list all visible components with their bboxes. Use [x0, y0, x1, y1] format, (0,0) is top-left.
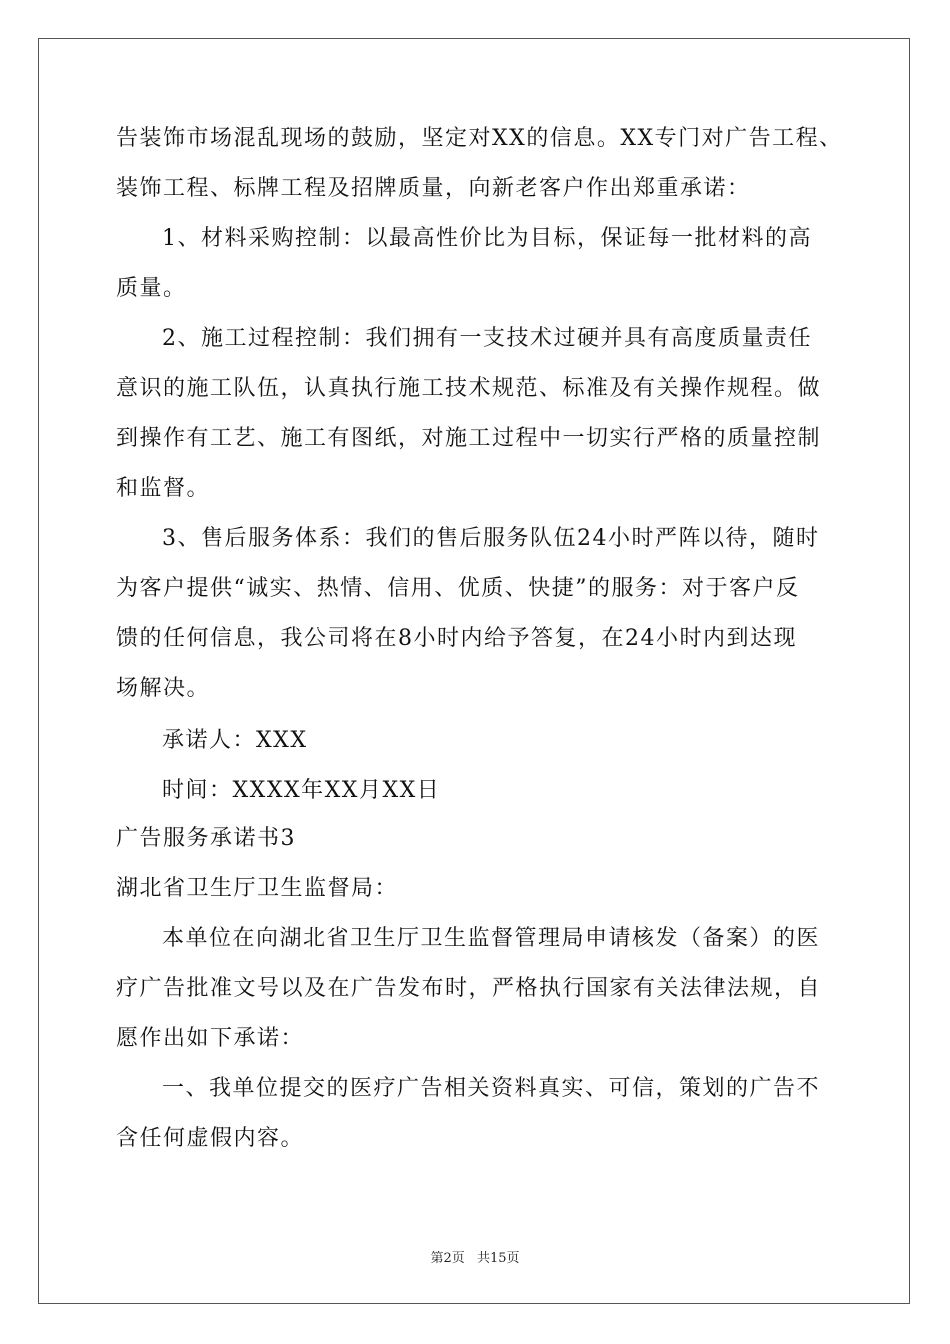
text-line: 本单位在向湖北省卫生厅卫生监督管理局申请核发（备案）的医	[162, 926, 821, 951]
text-line: 质量。	[116, 276, 187, 301]
page-total: 共15页	[476, 1251, 520, 1266]
text-line: 到操作有工艺、施工有图纸，对施工过程中一切实行严格的质量控制	[116, 426, 822, 451]
section-title: 广告服务承诺书3	[116, 826, 296, 851]
date-line: 时间：XXXX年XX月XX日	[162, 778, 441, 803]
text-line: 告装饰市场混乱现场的鼓励，坚定对XX的信息。XX专门对广告工程、	[116, 126, 843, 151]
text-line: 3、售后服务体系：我们的售后服务队伍24小时严阵以待，随时	[162, 526, 820, 551]
text-line: 含任何虚假内容。	[116, 1126, 305, 1151]
text-line: 一、我单位提交的医疗广告相关资料真实、可信，策划的广告不	[162, 1076, 821, 1101]
text-line: 疗广告批准文号以及在广告发布时，严格执行国家有关法律法规，自	[116, 976, 822, 1001]
signatory-line: 承诺人：XXX	[162, 728, 308, 753]
page-number: 第2页	[430, 1251, 465, 1266]
text-line: 场解决。	[116, 676, 211, 701]
text-line: 2、施工过程控制：我们拥有一支技术过硬并具有高度质量责任	[162, 326, 812, 351]
text-line: 馈的任何信息，我公司将在8小时内给予答复，在24小时内到达现	[116, 626, 797, 651]
addressee-line: 湖北省卫生厅卫生监督局：	[116, 876, 399, 901]
text-line: 愿作出如下承诺：	[116, 1026, 305, 1051]
page-footer	[0, 1247, 950, 1266]
text-line: 为客户提供“诚实、热情、信用、优质、快捷”的服务：对于客户反	[116, 576, 800, 601]
text-line: 1、材料采购控制：以最高性价比为目标，保证每一批材料的高	[162, 226, 812, 251]
text-line: 装饰工程、标牌工程及招牌质量，向新老客户作出郑重承诺：	[116, 176, 751, 201]
text-line: 意识的施工队伍，认真执行施工技术规范、标准及有关操作规程。做	[116, 376, 822, 401]
text-line: 和监督。	[116, 476, 211, 501]
